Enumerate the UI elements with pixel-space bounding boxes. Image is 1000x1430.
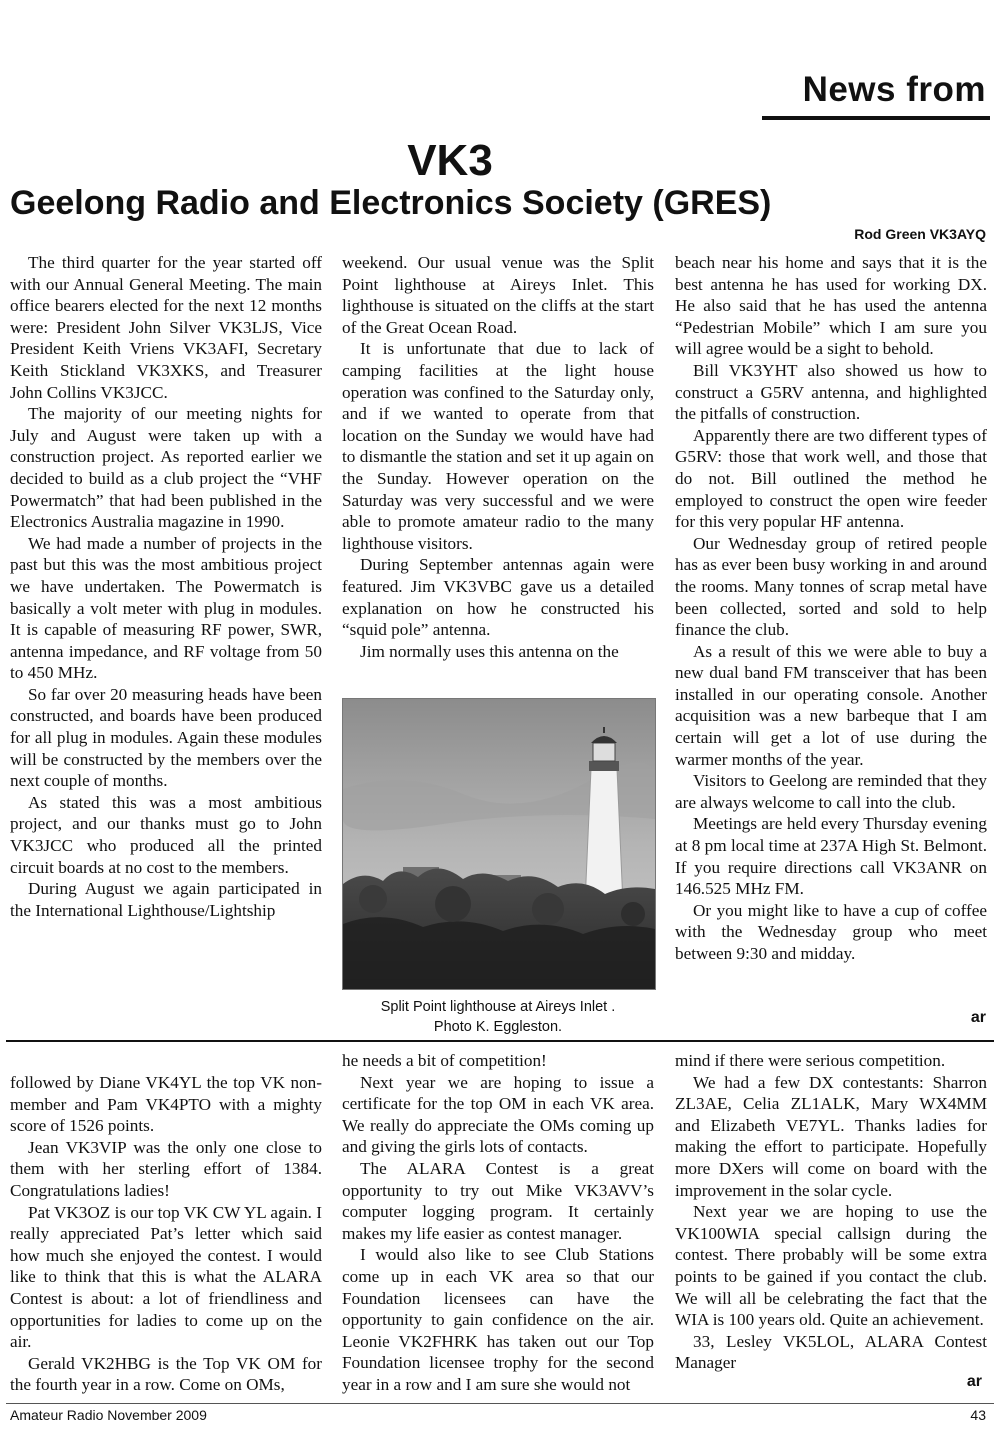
paragraph: Jim normally uses this antenna on the (360, 641, 619, 661)
header-rule (762, 116, 990, 120)
paragraph: So far over 20 measuring heads have been constructed, and boards have been produced for all plug in modules. Again these modules will be constructed by the members over the next couple of months. (10, 684, 322, 791)
paragraph: As a result of this we were able to buy a new dual band FM transceiver that has been installed in our operating console. Another acquisition was a new barbeque that I am certain will get a lot of use during the warmer months of the year. (675, 641, 987, 769)
paragraph: Or you might like to have a cup of coffee with the Wednesday group who meet between 9:30 and midday. (675, 900, 987, 963)
paragraph: The majority of our meeting nights for July and August were taken up with a construction project. As reported earlier we decided to build as a club project the “VHF Powermatch” that had been published in the Electronics Australia magazine in 1990. (10, 404, 322, 532)
paragraph: Visitors to Geelong are reminded that they are always welcome to call into the club. (675, 771, 987, 812)
paragraph: 33, Lesley VK5LOL, ALARA Contest Manager (675, 1331, 987, 1373)
paragraph: Next year we are hoping to issue a certificate for the top OM in each VK area. We really do appreciate the OMs coming up and giving the girls lots of contacts. (342, 1072, 654, 1157)
paragraph: Meetings are held every Thursday evening at 8 pm local time at 237A High St. Belmont. If you require directions call VK3ANR on 146.525 MHz FM. (675, 814, 987, 899)
alara-end-mark: ar (966, 1373, 982, 1390)
photo-credit: Photo K. Eggleston. (433, 1019, 563, 1035)
paragraph: We had made a number of projects in the past but this was the most ambitious project we have undertaken. The Powermatch is basically a volt meter with plug in modules. It is capable of measuring RF power, SWR, antenna impedance, and RF voltage from 50 to 450 MHz. (10, 533, 322, 683)
paragraph: Gerald VK2HBG is the Top VK OM for the fourth year in a row. Come on OMs, (10, 1353, 322, 1395)
paragraph: Apparently there are two different types of G5RV: those that work well, and those that do not. Bill outlined the method he employed to construct the open wire feeder for this very popular HF antenna. (675, 425, 987, 532)
footer-publication: Amateur Radio November 2009 (10, 1407, 207, 1423)
paragraph: The third quarter for the year started off with our Annual General Meeting. The main office bearers elected for the next 12 months were: President John Silver VK3LJS, Vice President Keith Vriens VK3AFI, Secretary Keith Stickland VK3XKS, and Treasurer John Collins VK3JCC. (10, 253, 322, 402)
paragraph: The ALARA Contest is a great opportunity to try out Mike VK3AVV’s computer logging program. It certainly makes my life easier as contest manager. (342, 1158, 654, 1243)
alara-column-2 (342, 1050, 654, 1396)
section-header-news-from: News from (802, 70, 986, 109)
paragraph: Next year we are hoping to use the VK100WIA special callsign during the contest. There probably will be some extra points to be gained if you contact the club. We will all be celebrating the fact that the WIA is 100 years old. Quite an achievement. (675, 1202, 987, 1330)
paragraph: During August we again participated in the International Lighthouse/Lightship (10, 879, 322, 920)
paragraph: Bill VK3YHT also showed us how to construct a G5RV antenna, and highlighted the pitfalls of construction. (675, 360, 987, 424)
paragraph: mind if there were serious competition. (675, 1051, 946, 1070)
paragraph: Jean VK3VIP was the only one close to them with her sterling effort of 1384. Congratulations ladies! (10, 1137, 322, 1200)
article-column-3 (675, 252, 987, 965)
paragraph: he needs a bit of competition! (342, 1051, 547, 1070)
paragraph: beach near his home and says that it is the best antenna he has used for working DX. He also said that he has used the antenna “Pedestrian Mobile” which I am sure you will agree would be a sight to behold. (675, 253, 987, 359)
photo-caption-line: Split Point lighthouse at Aireys Inlet . (380, 999, 616, 1015)
article-end-mark: ar (970, 1009, 986, 1026)
lighthouse-photo (342, 698, 656, 990)
paragraph: Pat VK3OZ is our top VK CW YL again. I really appreciated Pat’s letter which said how much she enjoyed the contest. I would like to think that this is what the ALARA Contest is about: a lot of friendliness and opportunities for ladies to come up on the air. (10, 1202, 322, 1352)
article-title: Geelong Radio and Electronics Society (GRES) (10, 184, 772, 222)
paragraph: followed by Diane VK4YL the top VK non-member and Pam VK4PTO with a mighty score of 1526 points. (10, 1073, 322, 1136)
article-column-1 (10, 252, 322, 1032)
footer-rule (6, 1403, 994, 1404)
article-column-2 (342, 252, 654, 662)
paragraph: During September antennas again were featured. Jim VK3VBC gave us a detailed explanation on how he constructed his “squid pole” antenna. (342, 555, 654, 640)
paragraph: We had a few DX contestants: Sharron ZL3AE, Celia ZL1ALK, Mary WX4MM and Elizabeth VE7YL. Thanks ladies for making the effort to participate. Hopefully more DXers will come on board with the improvement in the solar cycle. (675, 1072, 987, 1200)
alara-column-3 (675, 1050, 987, 1374)
section-divider (6, 1040, 994, 1042)
paragraph: weekend. Our usual venue was the Split Point lighthouse at Aireys Inlet. This lighthouse is situated on the cliffs at the start of the Great Ocean Road. (342, 253, 654, 337)
photo-caption (342, 997, 654, 1037)
paragraph: I would also like to see Club Stations come up in each VK area so that our Foundation licensees can have the opportunity to gain confidence on the air. Leonie VK2FHRK has taken out our Top Foundation licensee trophy for the second year in a row and I am sure she would not (342, 1245, 654, 1394)
paragraph: As stated this was a most ambitious project, and our thanks must go to John VK3JCC who produced all the printed circuit boards at no cost to the members. (10, 792, 322, 877)
article-byline: Rod Green VK3AYQ (854, 226, 986, 242)
paragraph: It is unfortunate that due to lack of camping facilities at the light house operation was confined to the Saturday only, and if we wanted to operate from that location on the Sunday we would have had to dismantle the station and set it up again on the Sunday. However operation on the Saturday was very successful and we were able to promote amateur radio to the many lighthouse visitors. (342, 339, 654, 553)
section-title: VK3 (407, 136, 493, 185)
paragraph: Our Wednesday group of retired people has as ever been busy working in and around the rooms. Many tonnes of scrap metal have been collected, sorted and sold to help finance the club. (675, 533, 987, 640)
alara-column-1 (10, 1072, 322, 1396)
footer-page-number: 43 (970, 1407, 986, 1423)
